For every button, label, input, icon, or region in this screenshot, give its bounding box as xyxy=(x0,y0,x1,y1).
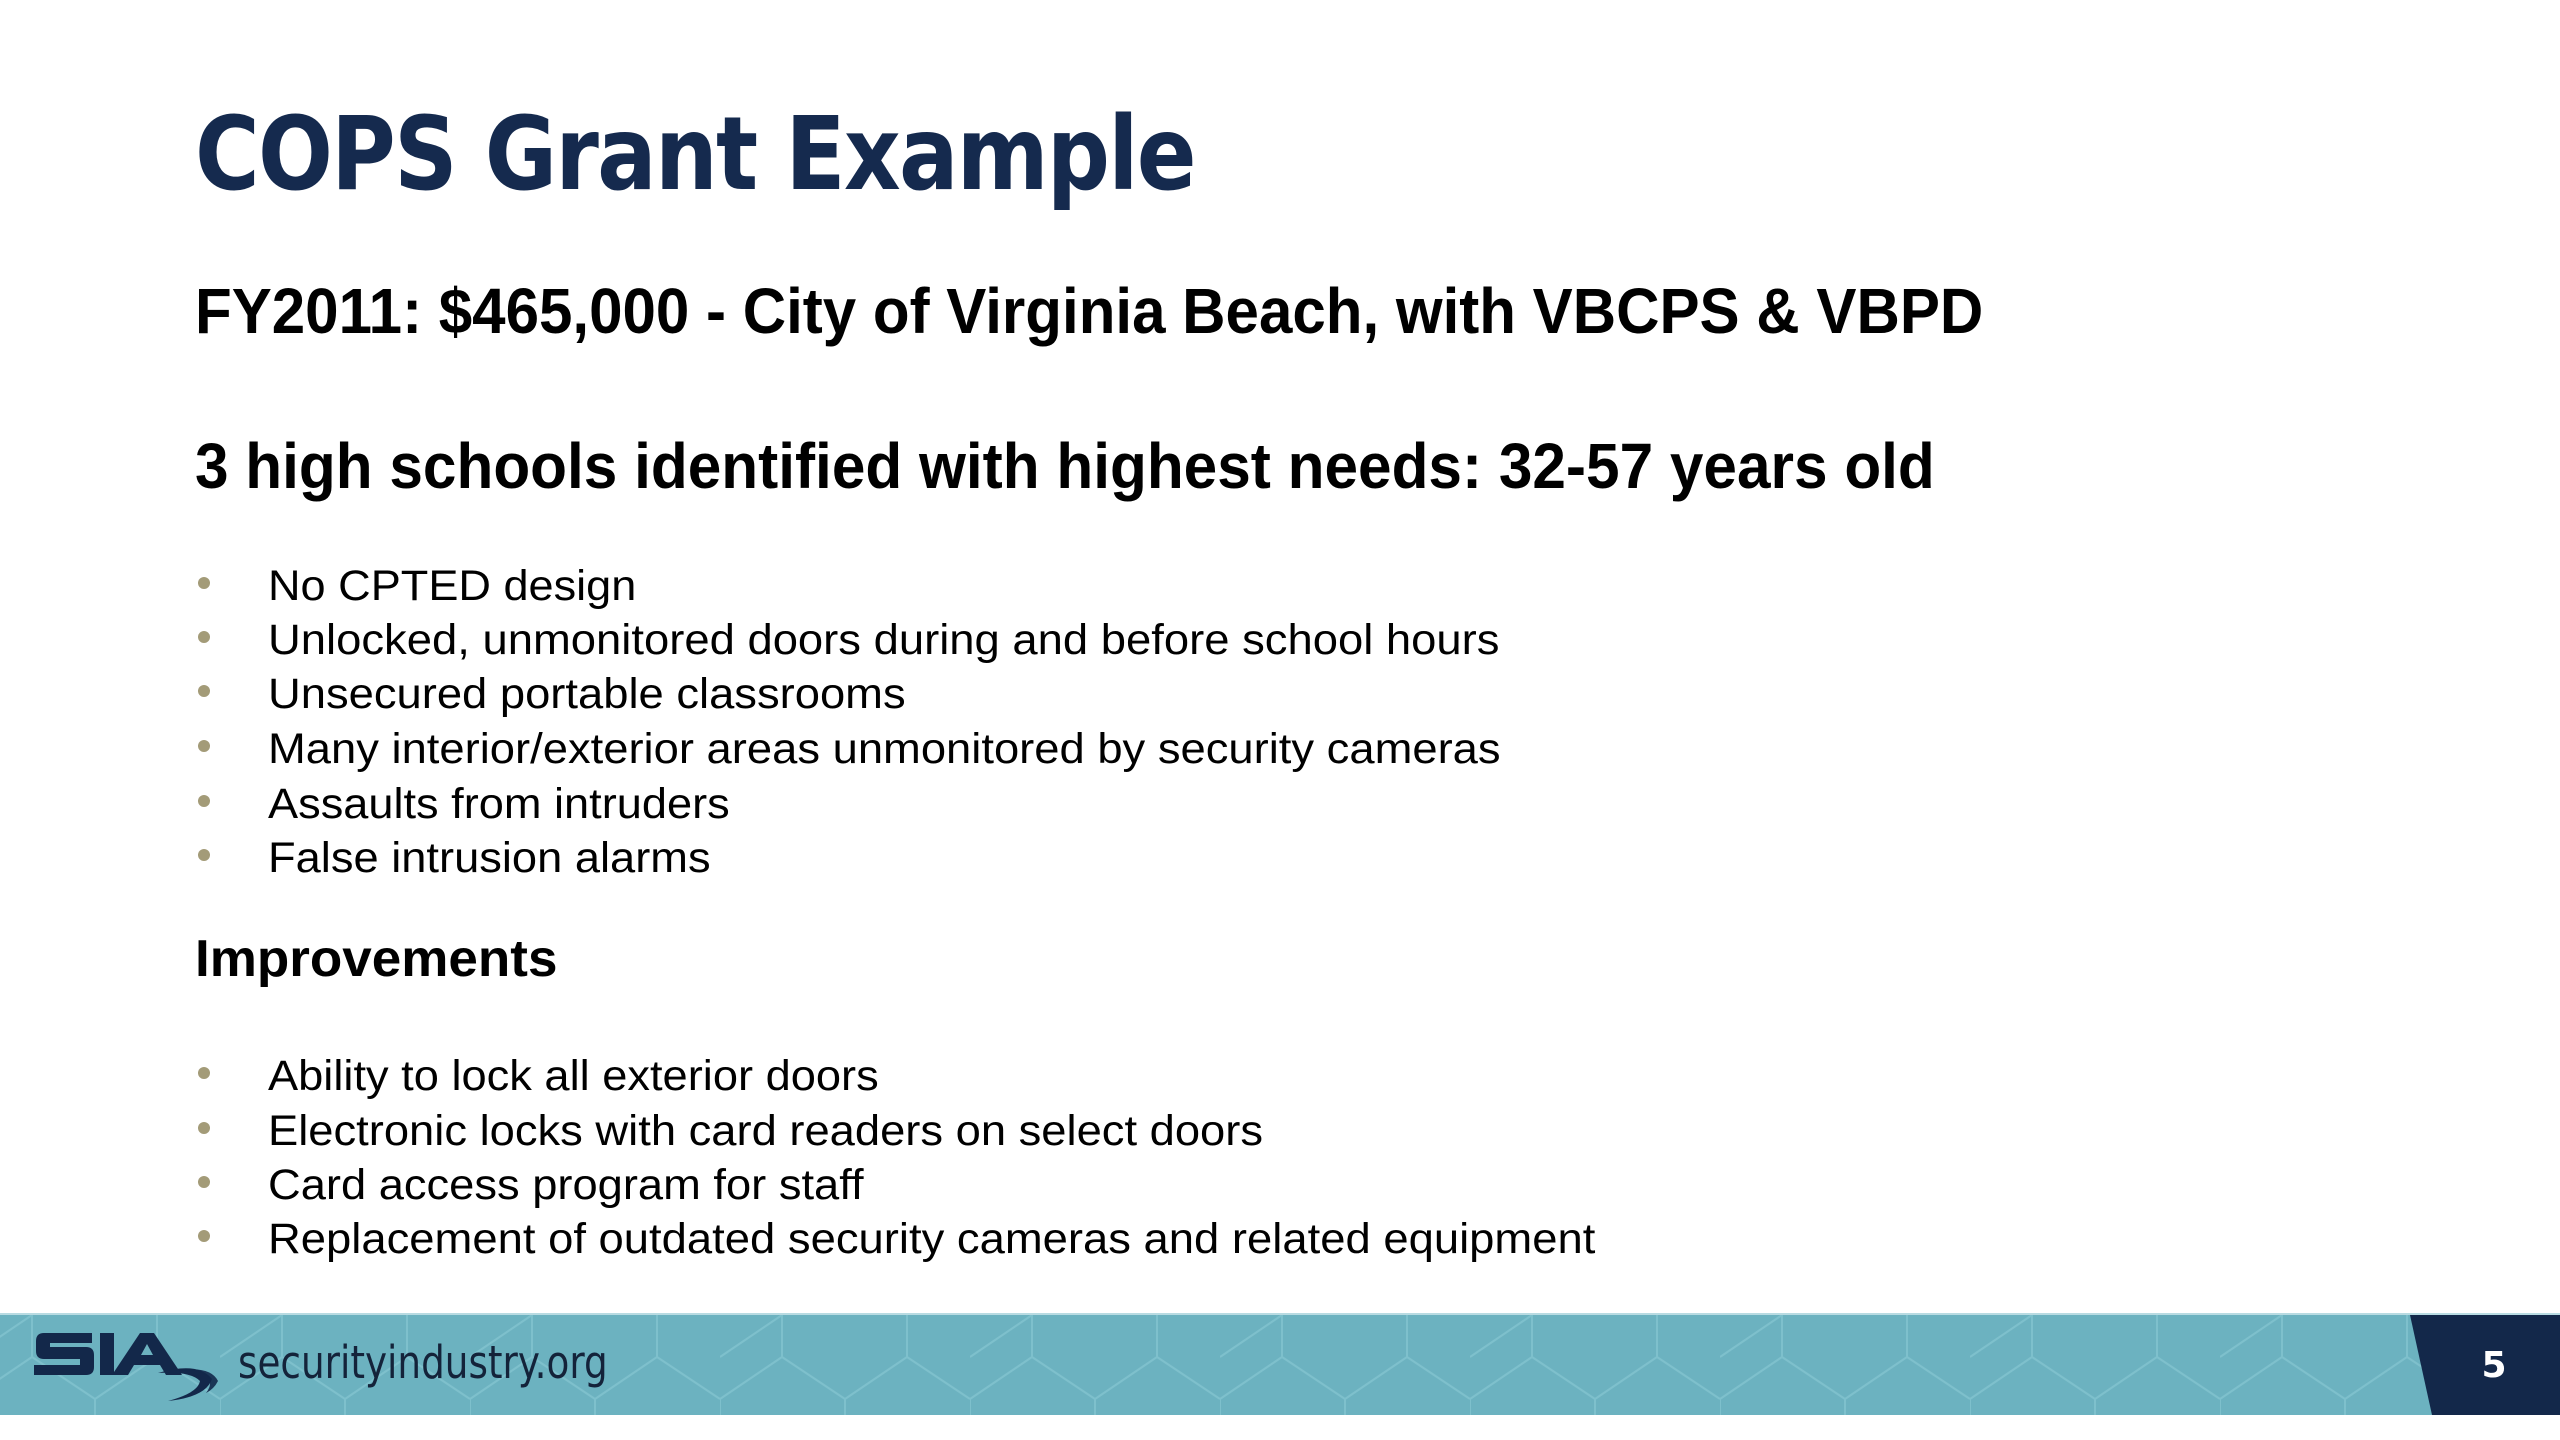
bullet-icon xyxy=(198,1230,210,1242)
bullet-icon xyxy=(198,1176,210,1188)
bullet-icon xyxy=(198,577,210,589)
improvements-heading: Improvements xyxy=(195,930,558,988)
bullet-icon xyxy=(198,685,210,697)
needs-heading: 3 high schools identified with highest needs: 32-57 years old xyxy=(195,430,1935,502)
bullet-icon xyxy=(198,1122,210,1134)
footer-band xyxy=(0,1315,2560,1415)
slide-title: COPS Grant Example xyxy=(195,95,1195,214)
bullet-icon xyxy=(198,740,210,752)
list-item-text: Card access program for staff xyxy=(268,1161,864,1209)
list-item-text: False intrusion alarms xyxy=(268,834,711,882)
list-item-text: No CPTED design xyxy=(268,562,637,610)
grant-summary: FY2011: $465,000 - City of Virginia Beach, with VBCPS & VBPD xyxy=(195,275,1984,347)
sia-logo-icon xyxy=(30,1327,230,1407)
bullet-icon xyxy=(198,1067,210,1079)
bullet-icon xyxy=(198,795,210,807)
list-item-text: Many interior/exterior areas unmonitored by security cameras xyxy=(268,725,1501,773)
bullet-icon xyxy=(198,631,210,643)
list-item-text: Assaults from intruders xyxy=(268,780,730,828)
list-item-text: Replacement of outdated security cameras and related equipment xyxy=(268,1215,1596,1263)
list-item-text: Ability to lock all exterior doors xyxy=(268,1052,879,1100)
bullet-icon xyxy=(198,849,210,861)
list-item-text: Unsecured portable classrooms xyxy=(268,670,906,718)
page-number: 5 xyxy=(2481,1344,2507,1386)
website-link[interactable]: securityindustry.org xyxy=(238,1336,608,1389)
list-item-text: Unlocked, unmonitored doors during and before school hours xyxy=(268,616,1500,664)
list-item-text: Electronic locks with card readers on select doors xyxy=(268,1107,1264,1155)
